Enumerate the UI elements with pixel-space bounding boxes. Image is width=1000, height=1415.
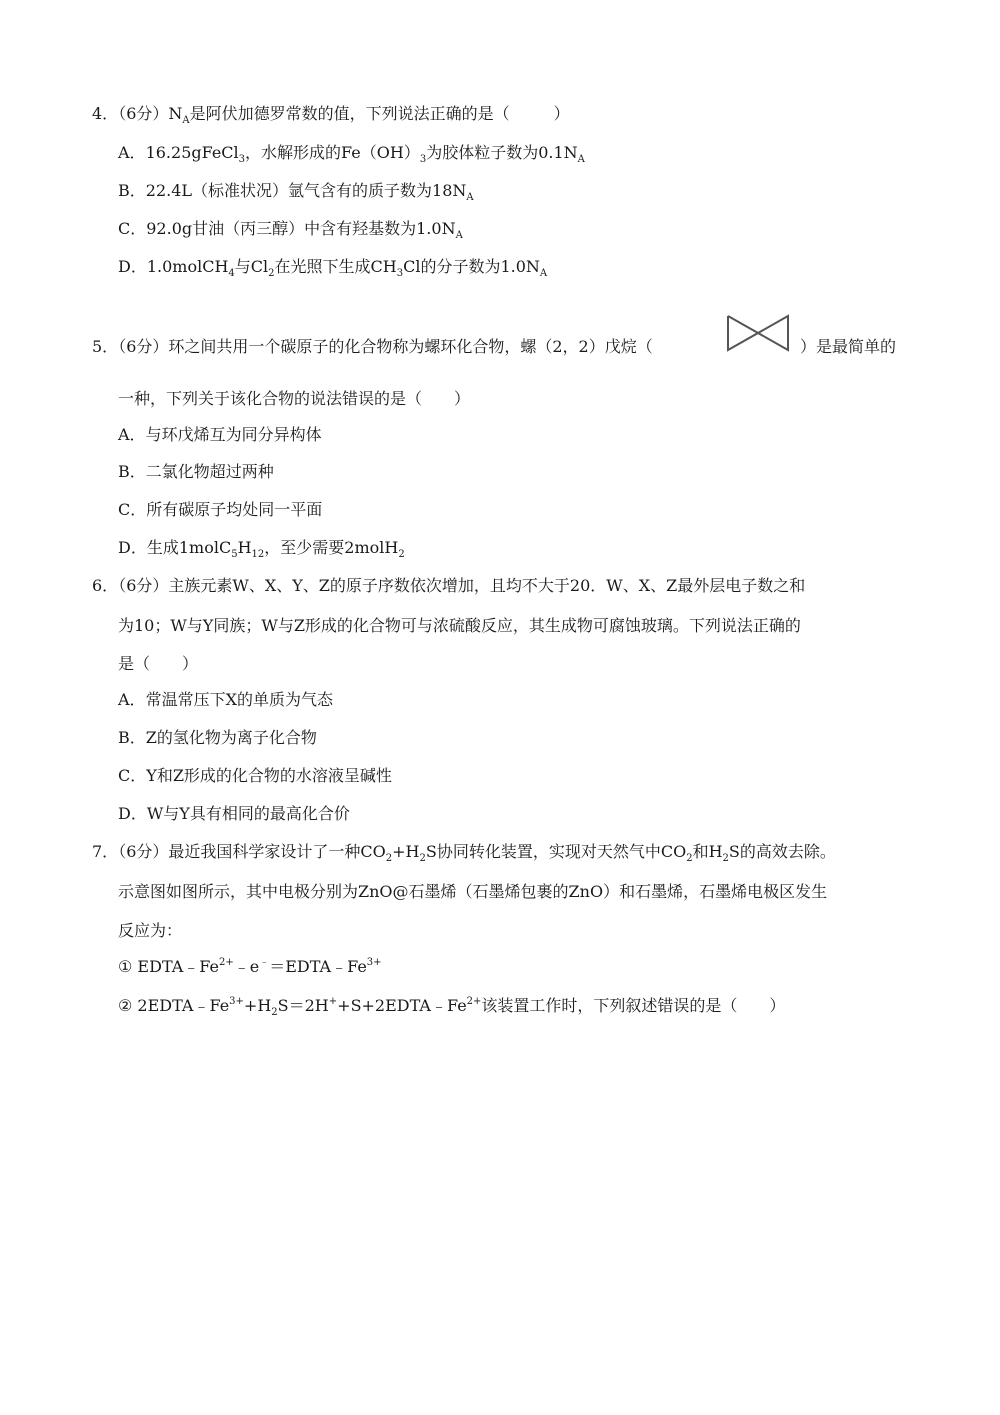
question-7-stem-line2: 示意图如图所示，其中电极分别为ZnO@石墨烯（石墨烯包裹的ZnO）和石墨烯，石墨烯电极区发生 [118, 882, 828, 901]
question-6-stem-line1: 6．（6分）主族元素W、X、Y、Z的原子序数依次增加，且均不大于20．W、X、Z最外层电子数之和 [92, 576, 806, 595]
question-4-stem: 4．（6分）$N_A$是阿伏加德罗常数的值，下列说法正确的是（ ） [92, 104, 570, 126]
question-6-option-b: B．Z的氢化物为离子化合物 [118, 728, 317, 747]
question-6-stem-line2: 为10；W与Y同族；W与Z形成的化合物可与浓硫酸反应，其生成物可腐蚀玻璃。下列说法正确的 [118, 616, 801, 635]
question-5-stem-line1-end: ）是最简单的 [800, 337, 897, 356]
question-5-option-b: B．二氯化物超过两种 [118, 462, 274, 481]
question-4-option-a: A．16.25gFeCl$_3$，水解形成的$Fe(OH)_3$为胶体粒子数为$0.1N_A$ [118, 143, 585, 165]
question-7-stem-line1: 7．（6分）最近我国科学家设计了一种$CO_2+H_2S$协同转化装置，实现对天然气中$CO_2$和$H_2S$的高效去除。 [92, 842, 836, 864]
question-6-option-d: D．W与Y具有相同的最高化合价 [118, 804, 350, 823]
spiro-pentane-structure-icon [724, 310, 792, 356]
question-6-stem-line3: 是（ ） [118, 654, 199, 673]
question-5-option-d: D．生成$1molC_5H_{12}$，至少需要2molH$_2$ [118, 538, 405, 560]
question-6-option-a: A．常温常压下X的单质为气态 [118, 690, 333, 709]
question-4-option-d: D．1.0molCH$_4$与$Cl_2$在光照下生成$CH_3Cl$的分子数为$1.0N_A$ [118, 257, 548, 279]
question-7-reaction-1: ① $EDTA﹣Fe^{2+}﹣e^﹣=EDTA﹣Fe^{3+}$ [118, 957, 382, 976]
question-5-stem-line1: 5．（6分）环之间共用一个碳原子的化合物称为螺环化合物，螺（2，2）戊烷（ [92, 337, 653, 356]
question-5-option-a: A．与环戊烯互为同分异构体 [118, 425, 322, 444]
question-5-option-c: C．所有碳原子均处同一平面 [118, 500, 323, 519]
question-6-option-c: C．Y和Z形成的化合物的水溶液呈碱性 [118, 766, 392, 785]
question-7-stem-line3: 反应为： [118, 921, 183, 940]
question-5-stem-line2: 一种，下列关于该化合物的说法错误的是（ ） [118, 389, 471, 408]
question-7-reaction-2: ② $2EDTA﹣Fe^{3+}+H_2S=2H^++S+2EDTA﹣Fe^{2+}$该装置工作时，下列叙述错误的是（ ） [118, 996, 786, 1018]
question-4-option-c: C．92.0g甘油（丙三醇）中含有羟基数为$1.0N_A$ [118, 219, 463, 241]
question-4-option-b: B．22.4L（标准状况）氩气含有的质子数为$18N_A$ [118, 181, 474, 203]
